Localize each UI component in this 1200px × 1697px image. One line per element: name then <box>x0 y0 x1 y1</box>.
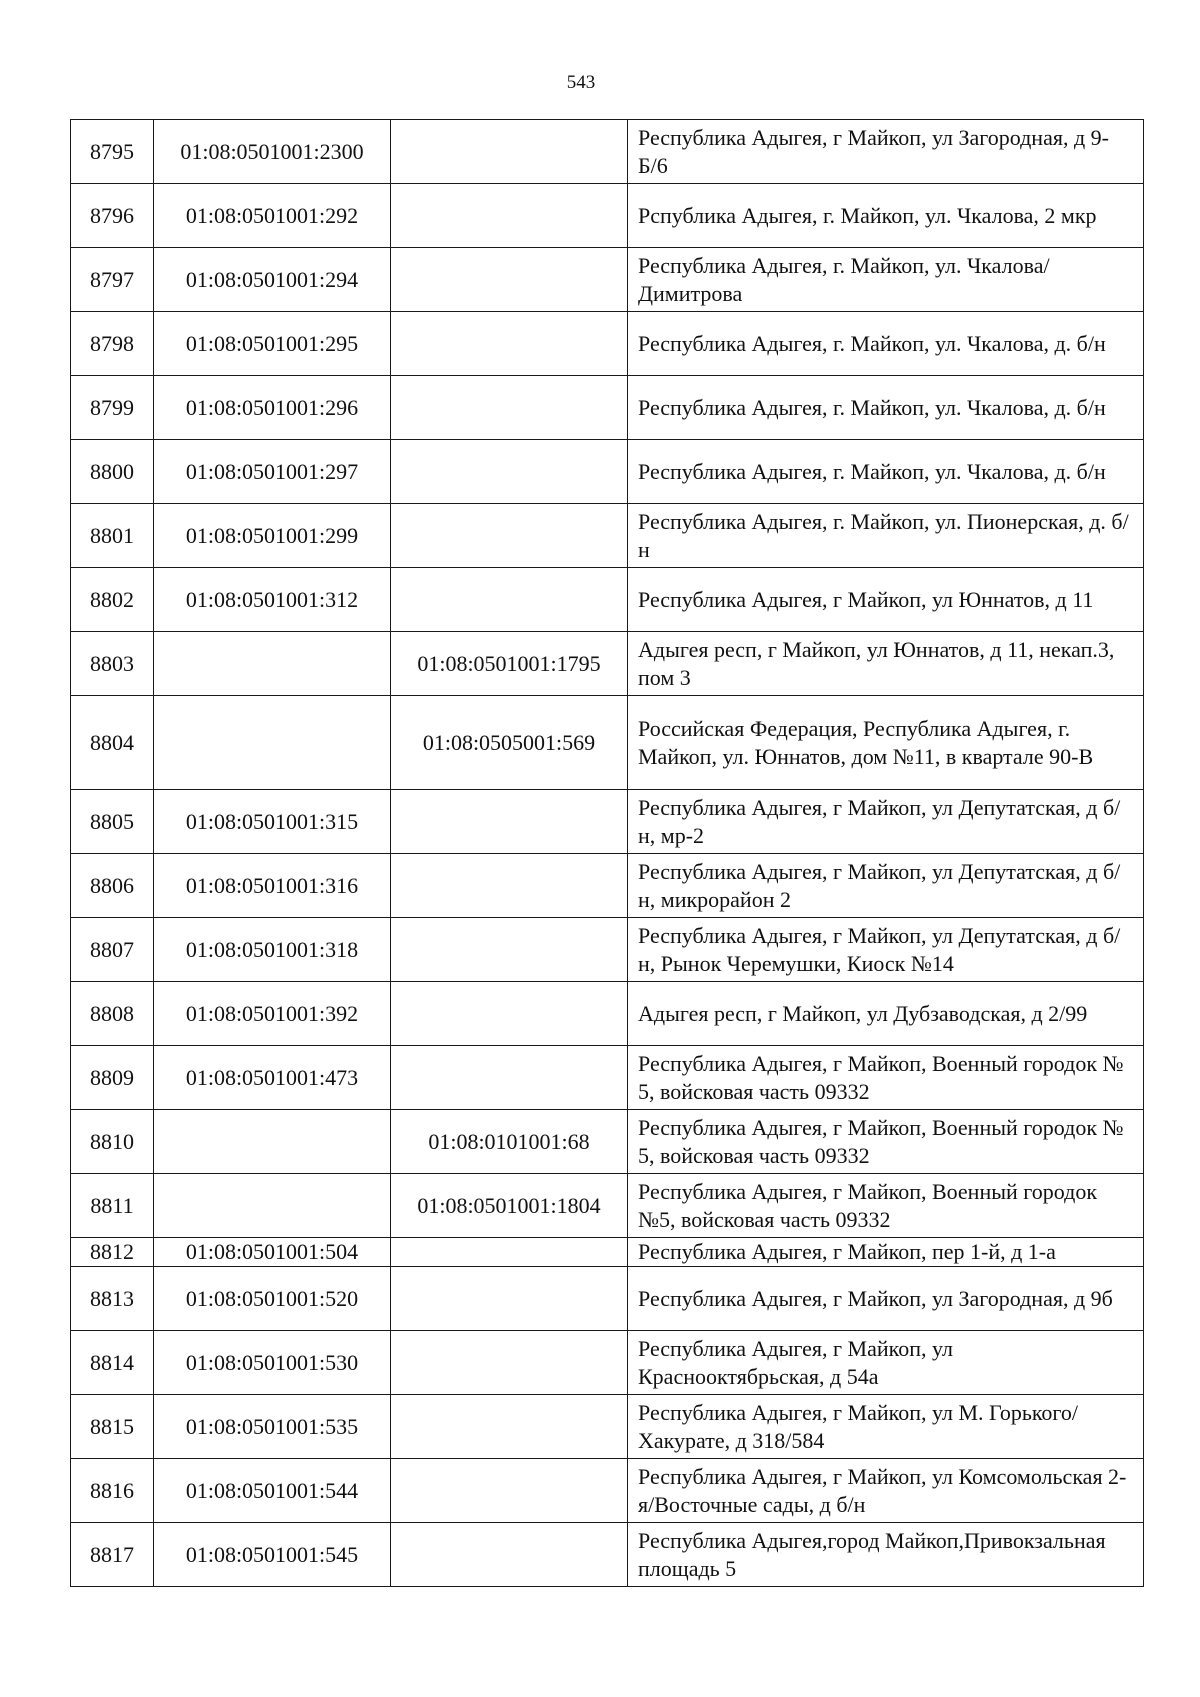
table-row <box>71 440 1144 504</box>
table-row <box>71 1331 1144 1395</box>
table-row <box>71 632 1144 696</box>
cadastral-number-cell <box>154 632 391 696</box>
cadastral-number-cell: 01:08:0501001:294 <box>154 248 391 312</box>
cadastral-number-cell <box>154 1174 391 1238</box>
row-number-cell: 8800 <box>71 440 154 504</box>
row-number-cell: 8813 <box>71 1267 154 1331</box>
land-plot-registry-table <box>70 119 1144 1587</box>
cadastral-number-cell: 01:08:0501001:316 <box>154 854 391 918</box>
table-row <box>71 1267 1144 1331</box>
address-cell: Республика Адыгея, г Майкоп, ул Депутатская, д б/н, микрорайон 2 <box>628 854 1144 918</box>
cadastral-number-cell <box>154 1110 391 1174</box>
address-cell: Республика Адыгея, г Майкоп, ул М. Горького/Хакурате, д 318/584 <box>628 1395 1144 1459</box>
table-row <box>71 918 1144 982</box>
row-number-cell: 8799 <box>71 376 154 440</box>
row-number-cell: 8803 <box>71 632 154 696</box>
row-number-cell: 8797 <box>71 248 154 312</box>
row-number-cell: 8795 <box>71 120 154 184</box>
table-row <box>71 376 1144 440</box>
object-cadastral-number-cell <box>391 854 628 918</box>
address-cell: Республика Адыгея, г. Майкоп, ул. Чкалова, д. б/н <box>628 440 1144 504</box>
cadastral-number-cell: 01:08:0501001:295 <box>154 312 391 376</box>
cadastral-number-cell <box>154 696 391 790</box>
row-number-cell: 8796 <box>71 184 154 248</box>
cadastral-number-cell: 01:08:0501001:544 <box>154 1459 391 1523</box>
cadastral-number-cell: 01:08:0501001:520 <box>154 1267 391 1331</box>
object-cadastral-number-cell: 01:08:0501001:1804 <box>391 1174 628 1238</box>
table-row <box>71 504 1144 568</box>
object-cadastral-number-cell <box>391 1459 628 1523</box>
page-number: 543 <box>566 72 596 93</box>
table-row <box>71 1523 1144 1587</box>
address-cell: Республика Адыгея, г Майкоп, Военный городок №5, войсковая часть 09332 <box>628 1174 1144 1238</box>
row-number-cell: 8812 <box>71 1238 154 1267</box>
table-row <box>71 1395 1144 1459</box>
address-cell: Республика Адыгея, г Майкоп, Военный городок № 5, войсковая часть 09332 <box>628 1046 1144 1110</box>
table-row <box>71 1174 1144 1238</box>
table-row <box>71 1110 1144 1174</box>
row-number-cell: 8811 <box>71 1174 154 1238</box>
address-cell: Адыгея респ, г Майкоп, ул Дубзаводская, д 2/99 <box>628 982 1144 1046</box>
table-row <box>71 854 1144 918</box>
row-number-cell: 8817 <box>71 1523 154 1587</box>
object-cadastral-number-cell <box>391 504 628 568</box>
table-row <box>71 184 1144 248</box>
table-row <box>71 568 1144 632</box>
table-row <box>71 1459 1144 1523</box>
cadastral-number-cell: 01:08:0501001:473 <box>154 1046 391 1110</box>
object-cadastral-number-cell <box>391 120 628 184</box>
object-cadastral-number-cell <box>391 1331 628 1395</box>
cadastral-number-cell: 01:08:0501001:392 <box>154 982 391 1046</box>
row-number-cell: 8807 <box>71 918 154 982</box>
object-cadastral-number-cell <box>391 1046 628 1110</box>
address-cell: Республика Адыгея, г Майкоп, ул Юннатов, д 11 <box>628 568 1144 632</box>
cadastral-number-cell: 01:08:0501001:312 <box>154 568 391 632</box>
address-cell: Республика Адыгея, г Майкоп, ул Депутатская, д б/н, мр-2 <box>628 790 1144 854</box>
address-cell: Республика Адыгея, г Майкоп, ул Загородная, д 9б <box>628 1267 1144 1331</box>
row-number-cell: 8798 <box>71 312 154 376</box>
object-cadastral-number-cell <box>391 1267 628 1331</box>
address-cell: Республика Адыгея, г Майкоп, ул Комсомольская 2-я/Восточные сады, д б/н <box>628 1459 1144 1523</box>
address-cell: Республика Адыгея,город Майкоп,Привокзальная площадь 5 <box>628 1523 1144 1587</box>
object-cadastral-number-cell <box>391 1395 628 1459</box>
address-cell: Адыгея респ, г Майкоп, ул Юннатов, д 11, некап.3, пом 3 <box>628 632 1144 696</box>
object-cadastral-number-cell: 01:08:0501001:1795 <box>391 632 628 696</box>
cadastral-number-cell: 01:08:0501001:297 <box>154 440 391 504</box>
row-number-cell: 8814 <box>71 1331 154 1395</box>
address-cell: Республика Адыгея, г Майкоп, ул Депутатская, д б/н, Рынок Черемушки, Киоск №14 <box>628 918 1144 982</box>
address-cell: Рспублика Адыгея, г. Майкоп, ул. Чкалова, 2 мкр <box>628 184 1144 248</box>
row-number-cell: 8805 <box>71 790 154 854</box>
row-number-cell: 8806 <box>71 854 154 918</box>
cadastral-number-cell: 01:08:0501001:318 <box>154 918 391 982</box>
table-row <box>71 982 1144 1046</box>
cadastral-number-cell: 01:08:0501001:535 <box>154 1395 391 1459</box>
cadastral-number-cell: 01:08:0501001:292 <box>154 184 391 248</box>
address-cell: Республика Адыгея, г. Майкоп, ул. Пионерская, д. б/н <box>628 504 1144 568</box>
address-cell: Республика Адыгея, г Майкоп, ул Краснооктябрьская, д 54а <box>628 1331 1144 1395</box>
address-cell: Российская Федерация, Республика Адыгея, г. Майкоп, ул. Юннатов, дом №11, в квартале 90-В <box>628 696 1144 790</box>
object-cadastral-number-cell <box>391 184 628 248</box>
address-cell: Республика Адыгея, г. Майкоп, ул. Чкалова, д. б/н <box>628 376 1144 440</box>
cadastral-number-cell: 01:08:0501001:315 <box>154 790 391 854</box>
cadastral-number-cell: 01:08:0501001:530 <box>154 1331 391 1395</box>
row-number-cell: 8801 <box>71 504 154 568</box>
address-cell: Республика Адыгея, г. Майкоп, ул. Чкалова/Димитрова <box>628 248 1144 312</box>
object-cadastral-number-cell: 01:08:0505001:569 <box>391 696 628 790</box>
object-cadastral-number-cell <box>391 568 628 632</box>
row-number-cell: 8804 <box>71 696 154 790</box>
cadastral-number-cell: 01:08:0501001:299 <box>154 504 391 568</box>
cadastral-number-cell: 01:08:0501001:545 <box>154 1523 391 1587</box>
table-row <box>71 1238 1144 1267</box>
cadastral-number-cell: 01:08:0501001:2300 <box>154 120 391 184</box>
address-cell: Республика Адыгея, г. Майкоп, ул. Чкалова, д. б/н <box>628 312 1144 376</box>
row-number-cell: 8810 <box>71 1110 154 1174</box>
table-row <box>71 790 1144 854</box>
table-row <box>71 120 1144 184</box>
object-cadastral-number-cell: 01:08:0101001:68 <box>391 1110 628 1174</box>
object-cadastral-number-cell <box>391 312 628 376</box>
object-cadastral-number-cell <box>391 1523 628 1587</box>
object-cadastral-number-cell <box>391 440 628 504</box>
row-number-cell: 8815 <box>71 1395 154 1459</box>
table-row <box>71 312 1144 376</box>
table-row <box>71 1046 1144 1110</box>
row-number-cell: 8809 <box>71 1046 154 1110</box>
row-number-cell: 8802 <box>71 568 154 632</box>
object-cadastral-number-cell <box>391 1238 628 1267</box>
row-number-cell: 8808 <box>71 982 154 1046</box>
row-number-cell: 8816 <box>71 1459 154 1523</box>
object-cadastral-number-cell <box>391 982 628 1046</box>
object-cadastral-number-cell <box>391 790 628 854</box>
table-row <box>71 248 1144 312</box>
cadastral-number-cell: 01:08:0501001:296 <box>154 376 391 440</box>
object-cadastral-number-cell <box>391 918 628 982</box>
cadastral-number-cell: 01:08:0501001:504 <box>154 1238 391 1267</box>
address-cell: Республика Адыгея, г Майкоп, пер 1-й, д 1-а <box>628 1238 1144 1267</box>
address-cell: Республика Адыгея, г Майкоп, ул Загородная, д 9-Б/6 <box>628 120 1144 184</box>
table-row <box>71 696 1144 790</box>
address-cell: Республика Адыгея, г Майкоп, Военный городок № 5, войсковая часть 09332 <box>628 1110 1144 1174</box>
object-cadastral-number-cell <box>391 248 628 312</box>
object-cadastral-number-cell <box>391 376 628 440</box>
